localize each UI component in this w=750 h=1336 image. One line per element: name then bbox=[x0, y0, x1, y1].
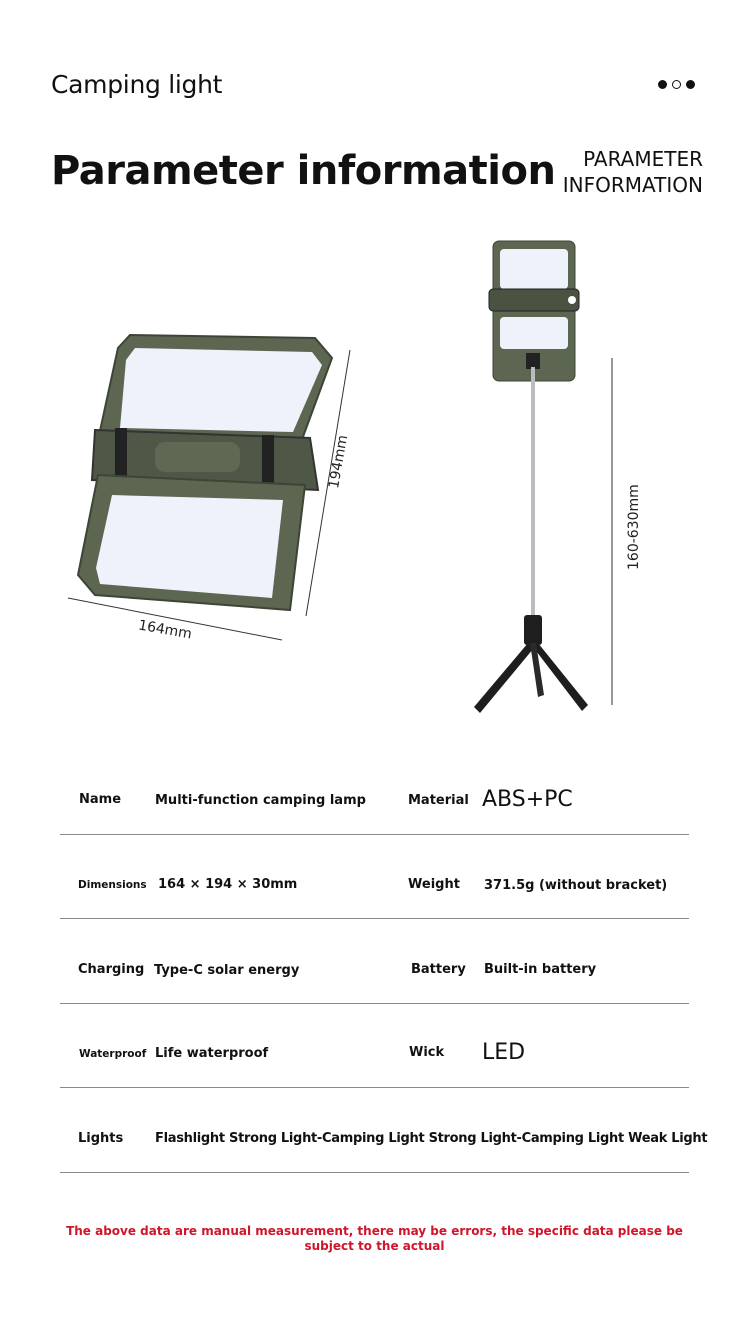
row-divider bbox=[60, 1172, 689, 1173]
dot bbox=[672, 80, 681, 89]
width-dimension-label: 164mm bbox=[137, 617, 193, 643]
page-subtitle bbox=[563, 146, 703, 198]
row-divider bbox=[60, 1003, 689, 1004]
spec-label: Charging bbox=[78, 962, 145, 977]
spec-label: Material bbox=[408, 793, 469, 808]
dot bbox=[686, 80, 695, 89]
spec-label: Waterproof bbox=[79, 1048, 147, 1060]
spec-label: Lights bbox=[78, 1131, 124, 1146]
row-divider bbox=[60, 918, 689, 919]
spec-value: Multi-function camping lamp bbox=[155, 793, 366, 808]
spec-value: 164 × 194 × 30mm bbox=[158, 877, 298, 892]
spec-value: 371.5g (without bracket) bbox=[484, 878, 668, 893]
spec-label: Name bbox=[79, 792, 122, 807]
spec-value: Flashlight Strong Light-Camping Light Strong Light-Camping Light Weak Light bbox=[155, 1131, 708, 1146]
row-divider bbox=[60, 1087, 689, 1088]
lamp-tripod-illustration bbox=[460, 235, 640, 720]
pagination-dots bbox=[658, 80, 695, 89]
lamp-front-illustration bbox=[0, 320, 400, 660]
height-dimension-label: 194mm bbox=[326, 433, 352, 490]
spec-value: LED bbox=[482, 1040, 526, 1065]
spec-label: Battery bbox=[411, 962, 466, 977]
spec-value: Built-in battery bbox=[484, 962, 597, 977]
spec-label: Wick bbox=[409, 1045, 445, 1060]
subtitle-line: PARAMETER bbox=[583, 147, 703, 171]
spec-value: Life waterproof bbox=[155, 1046, 269, 1061]
spec-label: Weight bbox=[408, 877, 460, 892]
page-title: Parameter information bbox=[51, 148, 556, 194]
dot bbox=[658, 80, 667, 89]
spec-value: Type-C solar energy bbox=[154, 963, 300, 978]
spec-value: ABS+PC bbox=[482, 787, 573, 812]
disclaimer-note: The above data are manual measurement, there may be errors, the specific data please be subject to the actual bbox=[66, 1224, 683, 1253]
subtitle-line: INFORMATION bbox=[562, 173, 703, 197]
lamp-upper-panel bbox=[98, 335, 332, 445]
spec-label: Dimensions bbox=[78, 879, 147, 891]
row-divider bbox=[60, 834, 689, 835]
brand-title: Camping light bbox=[51, 70, 223, 99]
lamp-lower-panel bbox=[78, 475, 305, 610]
pole-length-label: 160-630mm bbox=[626, 484, 642, 570]
